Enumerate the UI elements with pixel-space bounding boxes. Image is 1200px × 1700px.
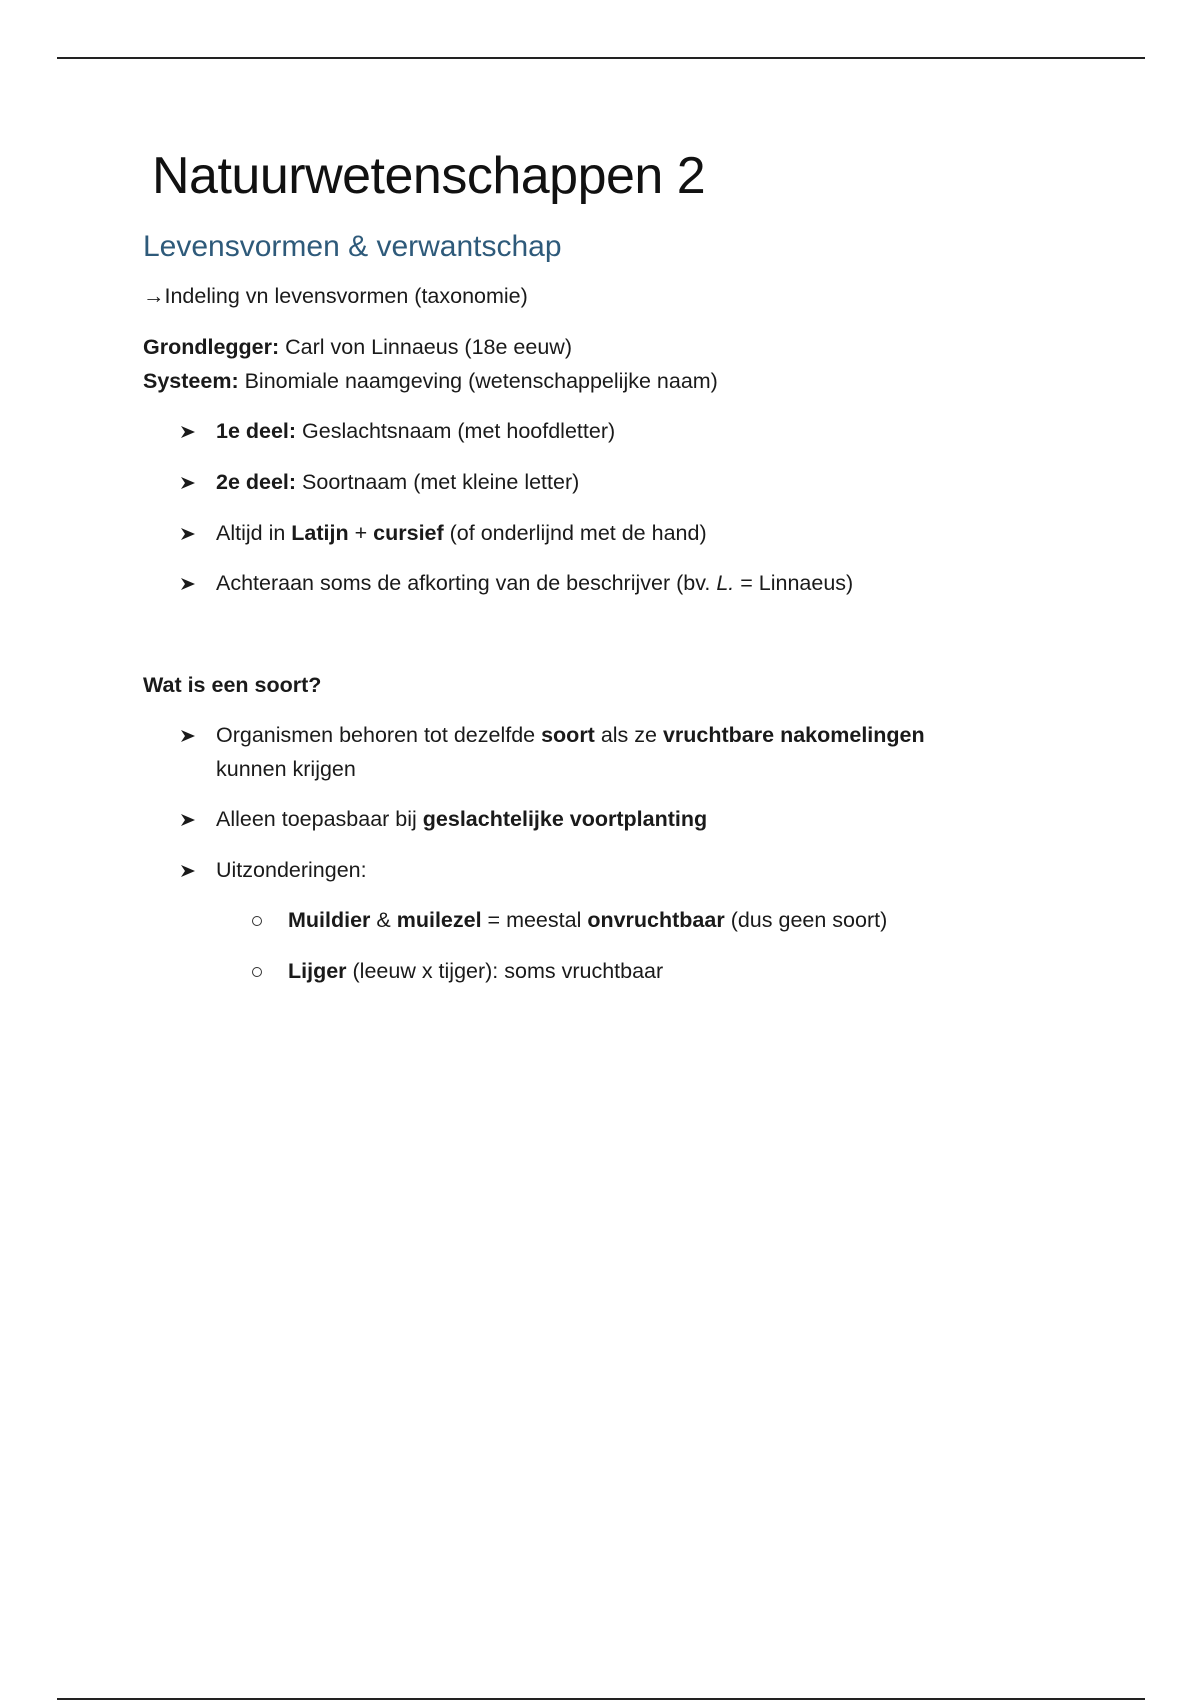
list-item-text xyxy=(216,465,1016,499)
top-rule xyxy=(57,57,1145,59)
soort-heading xyxy=(143,668,321,702)
text-part: Altijd in xyxy=(216,521,292,545)
soort-heading-text: Wat is een soort? xyxy=(143,673,322,697)
systeem-line xyxy=(143,364,718,398)
text-part: Achteraan soms de afkorting van de beschrijver (bv. xyxy=(216,571,717,595)
arrowhead-bullet-icon xyxy=(180,853,200,887)
systeem-value: Binomiale naamgeving (wetenschappelijke naam) xyxy=(238,369,718,393)
text-bold: soort xyxy=(541,723,595,747)
arrowhead-bullet-icon xyxy=(180,802,200,836)
text-bold: onvruchtbaar xyxy=(587,908,725,932)
text-part: kunnen krijgen xyxy=(216,757,356,781)
systeem-label: Systeem: xyxy=(143,369,239,393)
text-part: Organismen behoren tot dezelfde xyxy=(216,723,542,747)
grondlegger-value: Carl von Linnaeus (18e eeuw) xyxy=(279,335,572,359)
arrowhead-bullet-icon xyxy=(180,516,200,550)
text-part: + xyxy=(348,521,374,545)
list-item-text: Uitzonderingen: xyxy=(216,858,367,882)
intro-text: Indeling vn levensvormen (taxonomie) xyxy=(164,284,528,308)
grondlegger-label: Grondlegger: xyxy=(143,335,280,359)
list-item-text xyxy=(216,718,1016,786)
text-italic: L. xyxy=(716,571,735,595)
text-part: = meestal xyxy=(481,908,588,932)
arrowhead-bullet-icon xyxy=(180,718,200,752)
bullet-label: 1e deel: xyxy=(216,419,297,443)
text-part: (of onderlijnd met de hand) xyxy=(443,521,707,545)
circle-bullet-icon xyxy=(252,916,262,926)
arrowhead-bullet-icon xyxy=(180,465,200,499)
intro-line xyxy=(143,279,528,313)
text-part: als ze xyxy=(594,723,663,747)
list-item-text xyxy=(216,516,1016,550)
text-part: Alleen toepasbaar bij xyxy=(216,807,423,831)
text-part: (dus geen soort) xyxy=(724,908,888,932)
text-part: & xyxy=(370,908,397,932)
sub-list-item-text xyxy=(288,903,887,937)
list-item-text xyxy=(216,566,1016,600)
text-bold: geslachtelijke voortplanting xyxy=(422,807,708,831)
text-bold: Latijn xyxy=(291,521,349,545)
circle-bullet-icon xyxy=(252,967,262,977)
grondlegger-line xyxy=(143,330,572,364)
text-bold: cursief xyxy=(373,521,444,545)
bullet-value: Geslachtsnaam (met hoofdletter) xyxy=(296,419,616,443)
text-part: = Linnaeus) xyxy=(734,571,854,595)
arrowhead-bullet-icon xyxy=(180,414,200,448)
sub-list-item-text xyxy=(288,954,663,988)
text-part: (leeuw x tijger): soms vruchtbaar xyxy=(346,959,664,983)
text-bold: Muildier xyxy=(288,908,371,932)
bullet-label: 2e deel: xyxy=(216,470,297,494)
arrow-right-icon: → xyxy=(143,284,165,308)
text-bold: Lijger xyxy=(288,959,347,983)
list-item-text xyxy=(216,414,1016,448)
text-bold: vruchtbare nakomelingen xyxy=(662,723,925,747)
list-item-text xyxy=(216,802,1016,836)
section-heading: Levensvormen & verwantschap xyxy=(143,230,562,263)
page-title: Natuurwetenschappen 2 xyxy=(152,147,706,205)
bullet-value: Soortnaam (met kleine letter) xyxy=(296,470,580,494)
text-bold: muilezel xyxy=(396,908,482,932)
arrowhead-bullet-icon xyxy=(180,566,200,600)
